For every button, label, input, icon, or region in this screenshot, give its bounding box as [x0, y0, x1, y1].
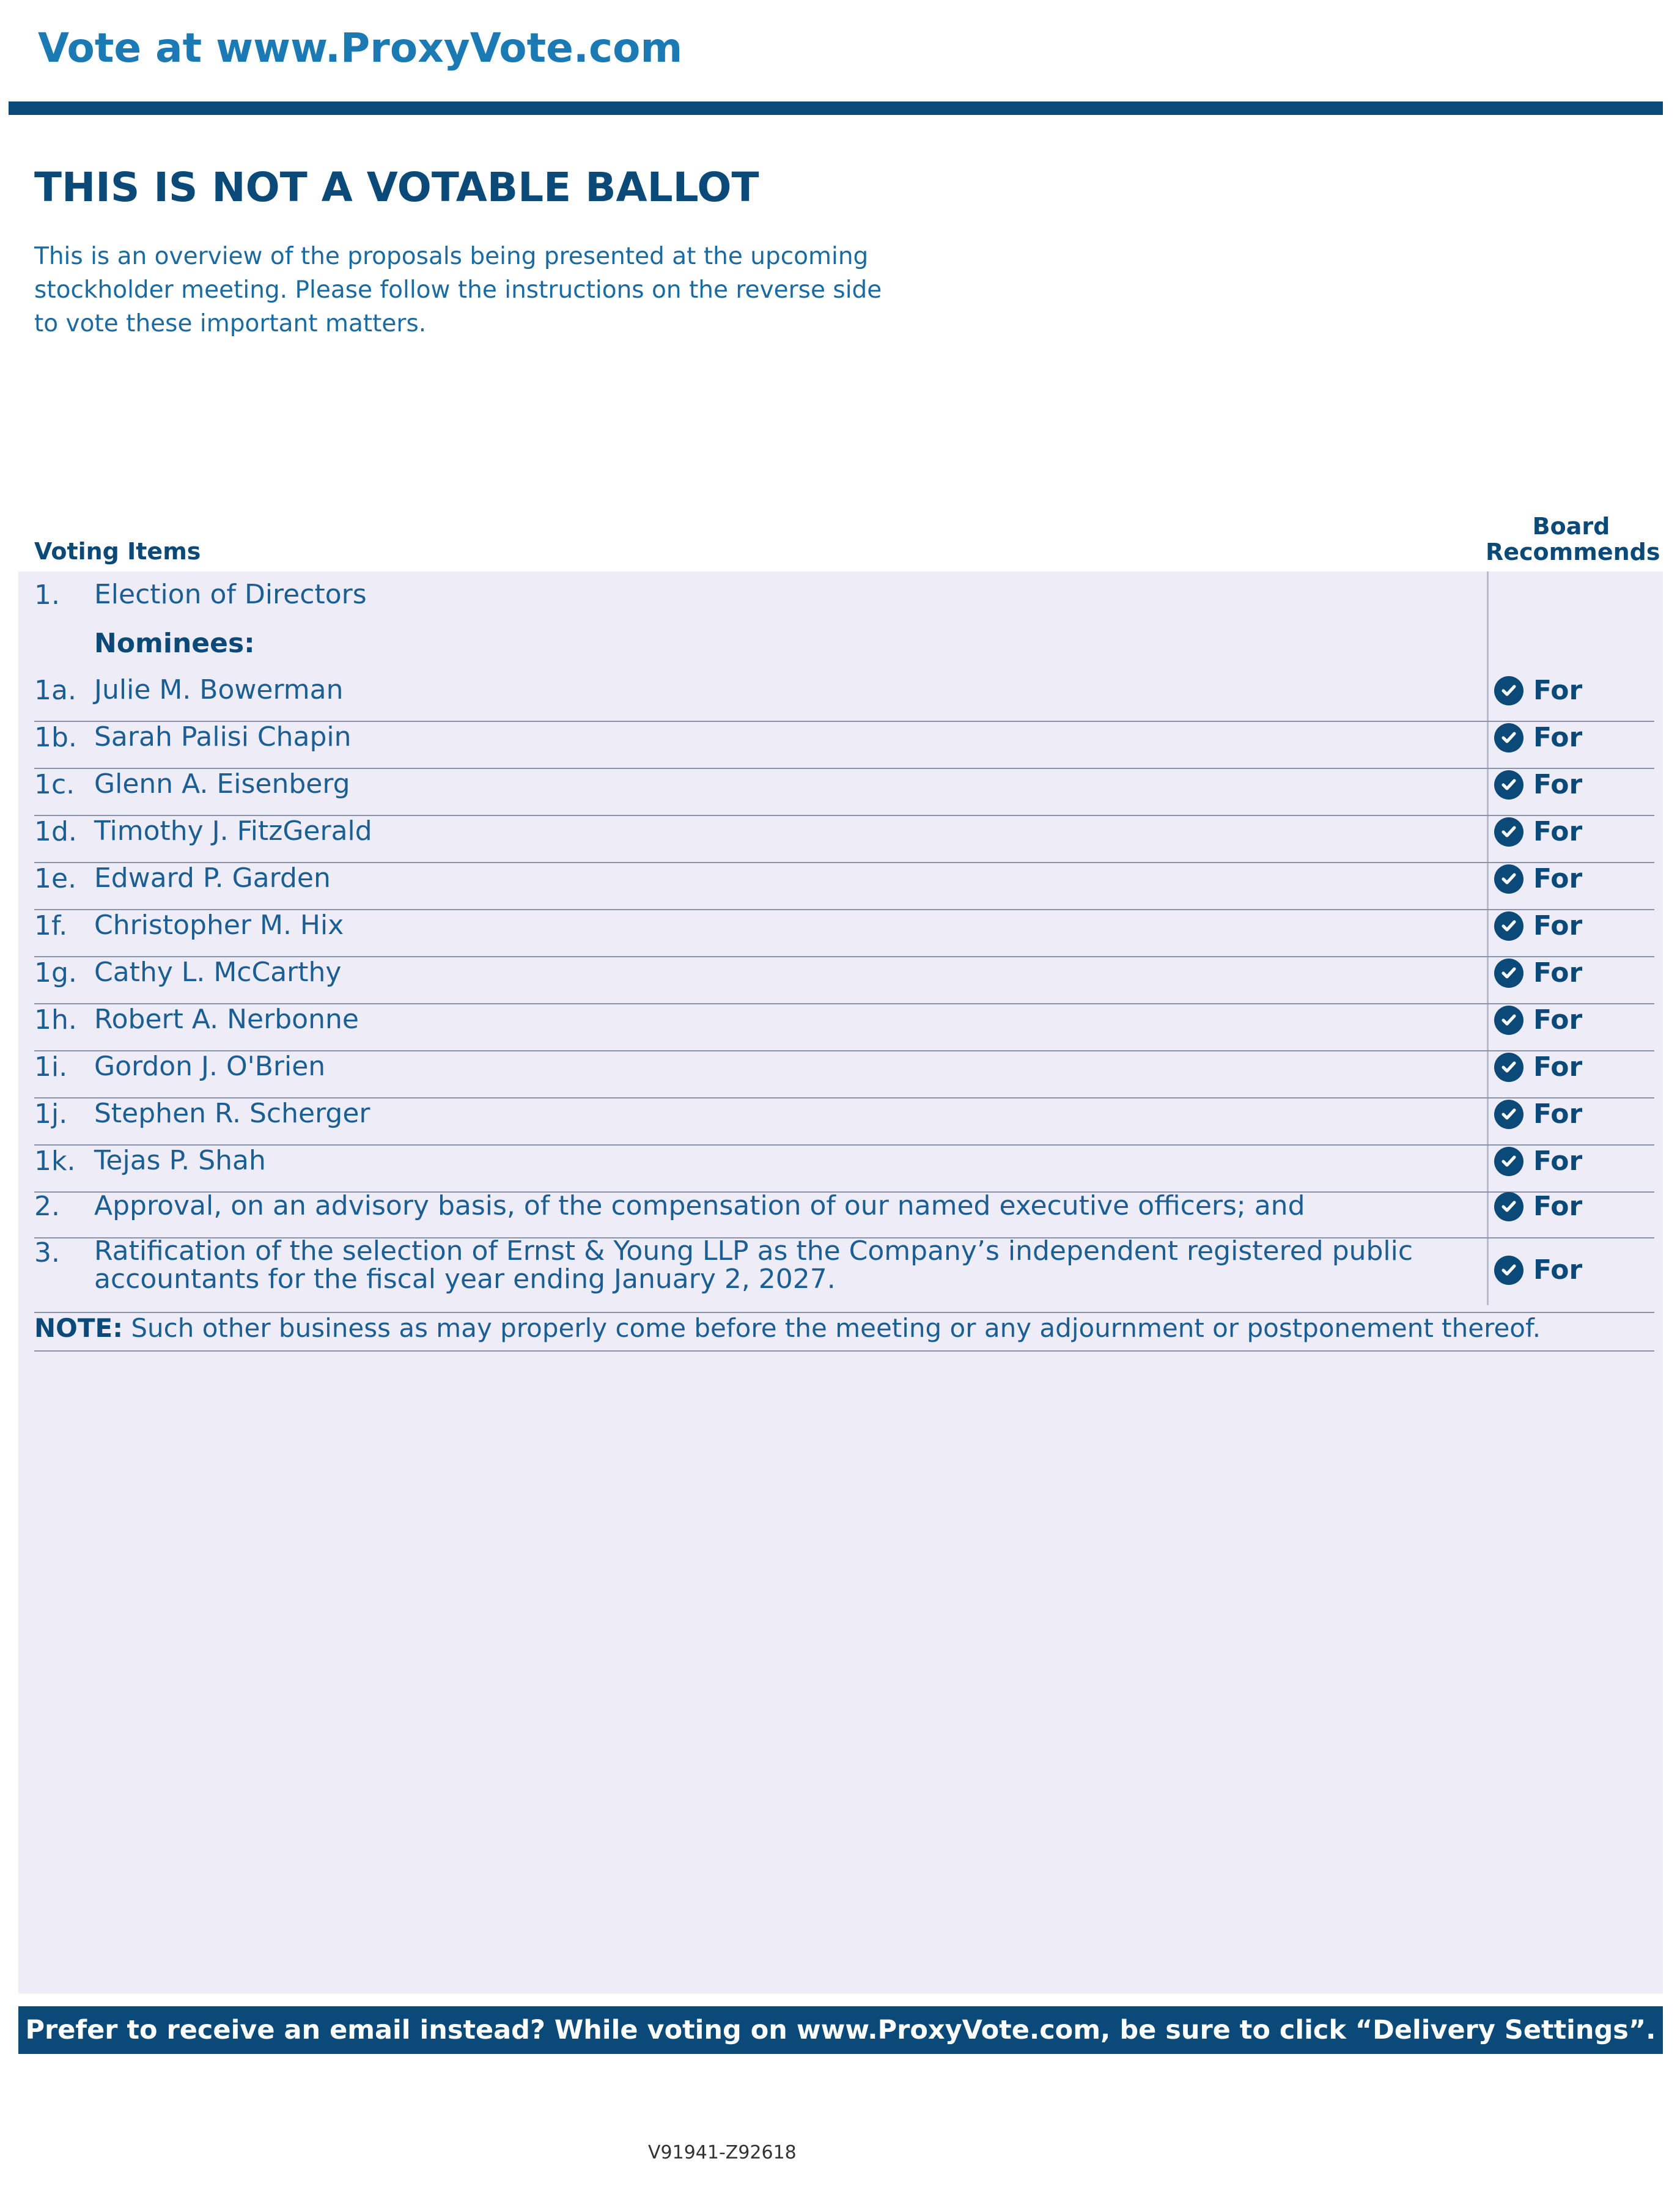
nominee-row — [34, 769, 1654, 816]
recommendation — [1494, 816, 1582, 847]
recommendation — [1494, 1254, 1582, 1286]
nominee-name: Glenn A. Eisenberg — [94, 768, 350, 800]
nominee-row — [34, 675, 1654, 722]
nominee-row — [34, 863, 1654, 910]
note-text: Such other business as may properly come before the meeting or any adjournment or postponement thereof. — [123, 1313, 1541, 1343]
proposal-text: Ratification of the selection of Ernst & Young LLP as the Company’s independent registered public accountants for the fiscal year ending January 2, 2027. — [94, 1235, 1413, 1295]
proposal-text: Approval, on an advisory basis, of the compensation of our named executive officers; and — [94, 1190, 1305, 1221]
nominee-row — [34, 1098, 1654, 1146]
recommendation — [1494, 1146, 1582, 1177]
recommendation-label: For — [1533, 1051, 1583, 1083]
recommendation — [1494, 769, 1582, 800]
checkmark-icon — [1494, 817, 1523, 847]
recommendation — [1494, 1004, 1582, 1036]
item-number: 2. — [34, 1191, 60, 1222]
checkmark-icon — [1494, 911, 1523, 941]
nominees-label: Nominees: — [94, 628, 255, 659]
nominee-row — [34, 1146, 1654, 1193]
item-label: Election of Directors — [94, 579, 367, 610]
vote-link-header: Vote at www.ProxyVote.com — [38, 24, 683, 72]
document-code: V91941-Z92618 — [648, 2142, 797, 2163]
recommendation-label: For — [1533, 1254, 1583, 1286]
recommendation-label: For — [1533, 863, 1583, 894]
nominee-number: 1f. — [34, 910, 68, 941]
board-recommends-header: Board Recommends — [1486, 513, 1660, 565]
header-rule — [9, 101, 1663, 115]
nominee-number: 1a. — [34, 675, 76, 706]
nominee-name: Robert A. Nerbonne — [94, 1004, 359, 1035]
nominees-heading-row — [34, 628, 1654, 665]
nominee-name: Cathy L. McCarthy — [94, 957, 342, 988]
recommendation — [1494, 910, 1582, 941]
note-row — [34, 1313, 1654, 1352]
nominee-number: 1c. — [34, 769, 75, 800]
intro-text: This is an overview of the proposals being presented at the upcoming stockholder meeting. Please follow the instructions on the reverse side to vote these important matters. — [34, 243, 882, 337]
nominee-row — [34, 1051, 1654, 1098]
recommendation — [1494, 1191, 1582, 1222]
nominee-name: Gordon J. O'Brien — [94, 1051, 326, 1082]
nominee-number: 1h. — [34, 1004, 77, 1036]
recommendation-label: For — [1533, 1004, 1583, 1036]
recommendation — [1494, 1098, 1582, 1130]
checkmark-icon — [1494, 1006, 1523, 1035]
nominee-row — [34, 910, 1654, 957]
recommendation-label: For — [1533, 1146, 1583, 1177]
nominee-name: Sarah Palisi Chapin — [94, 721, 352, 753]
recommendation-label: For — [1533, 722, 1583, 753]
checkmark-icon — [1494, 723, 1523, 753]
nominee-name: Timothy J. FitzGerald — [94, 815, 372, 847]
checkmark-icon — [1494, 1147, 1523, 1176]
recommendation — [1494, 957, 1582, 988]
checkmark-icon — [1494, 1256, 1523, 1285]
recommendation-label: For — [1533, 957, 1583, 988]
voting-items-header: Voting Items — [34, 538, 201, 565]
nominee-number: 1b. — [34, 722, 77, 753]
nominee-number: 1d. — [34, 816, 77, 847]
nominee-name: Edward P. Garden — [94, 863, 331, 894]
recommendation — [1494, 722, 1582, 753]
email-delivery-banner: Prefer to receive an email instead? While voting on www.ProxyVote.com, be sure to click “Delivery Settings”. — [18, 2006, 1663, 2054]
nominee-number: 1g. — [34, 957, 77, 988]
nominee-row — [34, 816, 1654, 863]
page-title: THIS IS NOT A VOTABLE BALLOT — [34, 164, 759, 211]
checkmark-icon — [1494, 1192, 1523, 1221]
proposal-2-row — [34, 1191, 1654, 1238]
recommendation-label: For — [1533, 1191, 1583, 1222]
recommendation-label: For — [1533, 910, 1583, 941]
checkmark-icon — [1494, 1100, 1523, 1129]
checkmark-icon — [1494, 770, 1523, 800]
recommendation-label: For — [1533, 816, 1583, 847]
note-label: NOTE: — [34, 1313, 123, 1343]
checkmark-icon — [1494, 864, 1523, 894]
recommendation — [1494, 675, 1582, 706]
nominee-name: Tejas P. Shah — [94, 1145, 266, 1176]
election-row — [34, 580, 1654, 622]
checkmark-icon — [1494, 1053, 1523, 1082]
nominee-number: 1j. — [34, 1098, 68, 1130]
nominee-name: Stephen R. Scherger — [94, 1098, 370, 1129]
checkmark-icon — [1494, 676, 1523, 705]
recommendation-label: For — [1533, 769, 1583, 800]
nominee-row — [34, 957, 1654, 1004]
nominee-row — [34, 1004, 1654, 1051]
nominee-number: 1k. — [34, 1146, 76, 1177]
nominee-row — [34, 722, 1654, 769]
nominee-number: 1e. — [34, 863, 77, 894]
recommendation — [1494, 863, 1582, 894]
nominee-name: Julie M. Bowerman — [94, 674, 344, 705]
nominee-number: 1i. — [34, 1051, 68, 1083]
recommendation — [1494, 1051, 1582, 1083]
checkmark-icon — [1494, 959, 1523, 988]
recommendation-label: For — [1533, 1098, 1583, 1130]
nominee-name: Christopher M. Hix — [94, 910, 344, 941]
item-number: 3. — [34, 1237, 60, 1268]
recommendation-label: For — [1533, 675, 1583, 706]
proposal-3-row — [34, 1237, 1654, 1313]
item-number: 1. — [34, 580, 60, 611]
